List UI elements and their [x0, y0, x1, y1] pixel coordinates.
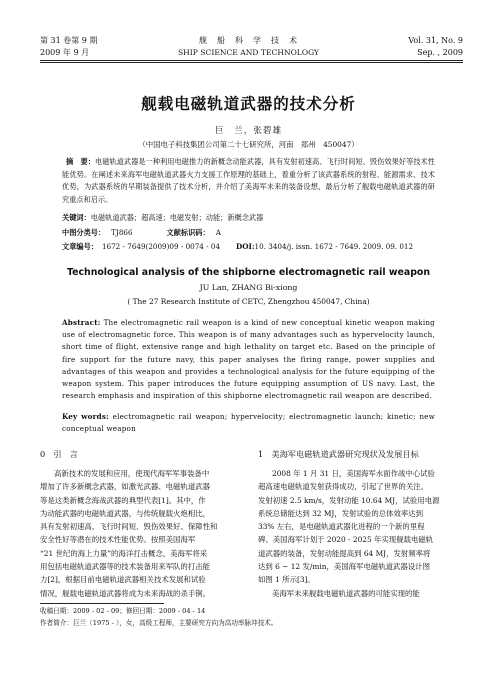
header-rule-top [40, 60, 463, 61]
article-title-en: Technological analysis of the shipborne electromagnetic rail weapon [66, 267, 431, 278]
abstract-text-en: The electromagnetic rail weapon is a kind of new conceptual kinetic weapon making use of electromagnetic force. This weapon is of many advantages such as hypervelocity launch, short time of flight, extensive range and high lethality on target etc. Based on the principle of fire support for the future navy, this paper analyses the firing range, power supplies and advantages of this weapon and provides a technological analysis for the future equipping of the weapon system. This paper introduces the future equipping assumption of US navy. Last, the research emphasis and inspiration of this shipborne electromagnetic rail weapon are described. [62, 318, 435, 401]
header-journal-cn: 舰 船 科 学 技 术 [199, 36, 298, 45]
paragraph-line: 具有发射初速高、飞行时间短、毁伤效果好、保障性和 [40, 522, 218, 532]
doc-code-label: 文献标识码： [166, 228, 210, 237]
section-heading-intro: 0 引 言 [40, 449, 78, 459]
footnote-author: 作者简介：巨兰（1975 - ），女，高级工程师，主要研究方向为高功率脉冲技术。 [40, 619, 278, 627]
abstract-en [62, 317, 435, 402]
keywords-en [62, 411, 435, 435]
keywords-text-cn: 电磁轨道武器；超高速；电磁发射；动能；新概念武器 [90, 213, 264, 222]
paragraph-line: 超高速电磁轨道发射获得成功，引起了世界的关注。 [258, 482, 428, 492]
section-status-body [258, 467, 464, 600]
abstract-cn [62, 156, 435, 206]
paragraph-line: 发射初速 2.5 km/s，发射动能 10.64 MJ，试验用电源 [258, 495, 440, 505]
header-date-en: Sep. , 2009 [417, 48, 463, 57]
paragraph-line: 道武器的装备，发射动能提高到 64 MJ，发射频率将 [258, 548, 431, 558]
paragraph-line: 达到 6 ~ 12 发/min，美国海军电磁轨道武器设计图 [258, 562, 430, 572]
paragraph-line: 情况，舰载电磁轨道武器将成为未来海战的杀手锏。 [40, 588, 210, 598]
article-authors-en: JU Lan, ZHANG Bi-xiong [199, 283, 298, 292]
paragraph-line: 用包括电磁轨道武器等的技术装备用来军队的打击能 [40, 562, 210, 572]
paragraph-line: 33% 左右，是电磁轨道武器化进程的一个新的里程 [258, 522, 425, 532]
footnote-rule [40, 603, 164, 604]
article-affiliation-cn: （中国电子科技集团公司第二十七研究所，河南 郑州 450047） [138, 140, 359, 149]
paragraph-line: 高新技术的发展和应用，使现代海军军事装备中 [54, 469, 210, 478]
abstract-label-en: Abstract: [62, 318, 101, 327]
header-volume-en: Vol. 31, No. 9 [408, 36, 463, 45]
paragraph-line: “21 世纪的海上力量”的海洋打击概念，美海军将采 [40, 548, 208, 558]
header-journal-en: SHIP SCIENCE AND TECHNOLOGY [177, 48, 320, 57]
article-no-label: 文章编号： [62, 242, 98, 251]
paragraph-line: 安全性好等潜在的技术性能优势。按照美国海军 [40, 535, 196, 545]
paragraph-line: 如图 1 所示[3]。 [258, 575, 315, 585]
header-volume-cn: 第 31 卷第 9 期 [40, 36, 98, 45]
doc-code-value: A [215, 228, 221, 237]
keywords-text-en: electromagnetic rail weapon; hypervelocity; electromagnetic launch; kinetic; new conceptual weapon [62, 412, 435, 434]
keywords-label-en: Key words: [62, 412, 109, 421]
clc-label: 中图分类号： [62, 228, 106, 237]
article-title-cn: 舰载电磁轨道武器的技术分析 [141, 94, 356, 113]
paragraph-line: 等是这类新概念海战武器的典型代表[1]。其中，作 [40, 495, 206, 505]
paragraph-line: 美海军未来舰载电磁轨道武器的可能实现的能 [272, 588, 420, 598]
doi-label: DOI: [236, 242, 255, 251]
article-authors-cn: 巨 兰，张碧雄 [214, 126, 283, 136]
paragraph-line: 增加了许多新概念武器，如激光武器、电磁轨道武器 [40, 482, 210, 492]
section-heading-status: 1 美海军电磁轨道武器研究现状及发展目标 [258, 449, 419, 459]
paragraph-line: 为动能武器的电磁轨道武器，与传统舰载火炮相比， [40, 508, 210, 518]
abstract-label-cn: 摘 要： [66, 157, 95, 166]
paragraph-line: 力[2]，根据目前电磁轨道武器相关技术发展和试验 [40, 575, 206, 585]
article-number-line [62, 241, 413, 254]
doi-value: 10. 3404/j. issn. 1672 - 7649. 2009. 09. 012 [254, 242, 414, 251]
clc-line [62, 227, 221, 240]
paragraph-line: 碑。美国海军计划于 2020 - 2025 年实现舰载电磁轨 [258, 535, 434, 545]
header-date-cn: 2009 年 9 月 [40, 48, 90, 57]
header-rule-bottom [40, 62, 463, 63]
clc-value: TJ866 [111, 228, 133, 237]
keywords-cn [62, 212, 442, 225]
footnote-received: 收稿日期：2009 - 02 - 09；修回日期：2009 - 04 - 14 [40, 607, 206, 615]
paragraph-line: 系统总储能达到 32 MJ，发射试验的总体效率达到 [258, 508, 424, 518]
section-intro-body [40, 467, 248, 600]
paragraph-line: 2008 年 1 月 31 日，美国海军水面作战中心试验 [272, 469, 435, 478]
abstract-text-cn: 电磁轨道武器是一种利用电磁推力的新概念动能武器，具有发射初速高、飞行时间短、毁伤效果好等技术性能优势。在阐述未来海军电磁轨道武器火力支援工作原理的基础上，着重分析了该武器系统的射程、能源需求、技术优势，为武器系统的早期装备提供了技术分析，并介绍了美海军未来的装备设想，最后分析了舰载电磁轨道武器的研究重点和启示。 [62, 157, 435, 204]
article-affiliation-en: ( The 27 Research Institute of CETC, Zhengzhou 450047, China) [127, 297, 370, 306]
article-no-value: 1672 - 7649(2009)09 - 0074 - 04 [101, 242, 221, 251]
keywords-label-cn: 关键词： [62, 213, 91, 222]
